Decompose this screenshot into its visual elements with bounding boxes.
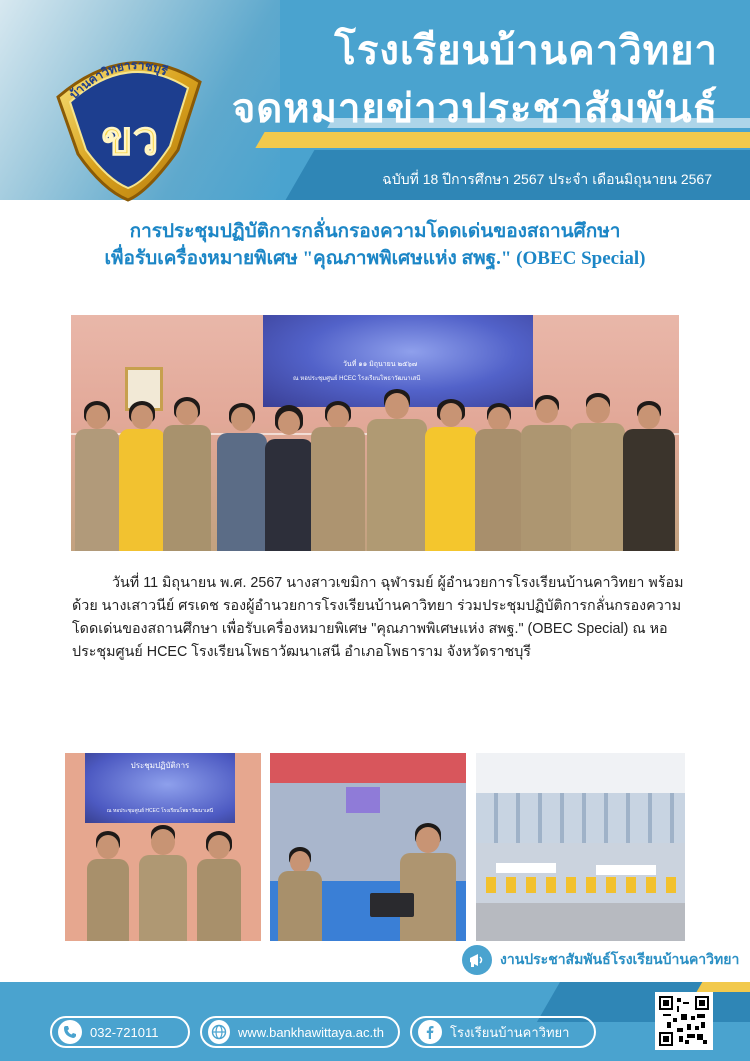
- table: [496, 863, 556, 873]
- person-figure: [139, 823, 187, 941]
- facebook-icon: [418, 1020, 442, 1044]
- hall-ceiling: [476, 753, 685, 793]
- pr-department-text: งานประชาสัมพันธ์โรงเรียนบ้านคาวิทยา: [500, 951, 740, 967]
- person-figure: [311, 393, 365, 551]
- issue-info: ฉบับที่ 18 ปีการศึกษา 2567 ประจำ เดือนมิถุนายน 2567: [382, 171, 712, 187]
- wall-band: [270, 753, 466, 783]
- facebook-page-name: โรงเรียนบ้านคาวิทยา: [450, 1024, 570, 1040]
- person-figure: [265, 401, 313, 551]
- headline-line-1: การประชุมปฏิบัติการกลั่นกรองความโดดเด่นของสถานศึกษา: [129, 221, 621, 242]
- screen-venue-text: ณ หอประชุมศูนย์ HCEC โรงเรียนโพธาวัฒนาเสนี: [106, 808, 214, 814]
- footer-bar: [0, 982, 750, 1061]
- person-figure: [367, 383, 427, 551]
- main-group-photo: [71, 315, 679, 551]
- website-link[interactable]: [200, 1016, 400, 1048]
- projection-screen: [85, 753, 235, 823]
- logo-arc-text: บ้านคาวิทยาราชบุรี: [66, 57, 170, 102]
- article-headline: [0, 218, 750, 272]
- school-crest-logo: [48, 42, 208, 202]
- person-figure: [75, 391, 119, 551]
- logo-monogram: ขว: [101, 111, 159, 165]
- person-figure: [217, 399, 267, 551]
- person-figure: [475, 395, 523, 551]
- table: [596, 865, 656, 875]
- person-figure: [400, 821, 456, 941]
- website-url: www.bankhawittaya.ac.th: [238, 1024, 384, 1040]
- pr-department-label: [462, 944, 739, 976]
- person-figure: [571, 387, 625, 551]
- person-figure: [623, 395, 675, 551]
- footer-stripe-yellow: [697, 982, 750, 992]
- person-figure: [425, 393, 477, 551]
- school-name-title: โรงเรียนบ้านคาวิทยา: [334, 29, 718, 73]
- hall-floor: [476, 903, 685, 941]
- person-figure: [197, 829, 241, 941]
- meeting-table-photo: [270, 753, 466, 941]
- person-figure: [278, 845, 322, 941]
- person-figure: [163, 389, 211, 551]
- qr-code-icon[interactable]: [655, 992, 713, 1050]
- article-body: วันที่ 11 มิถุนายน พ.ศ. 2567 นางสาวเขมิกา ฉุฬารมย์ ผู้อำนวยการโรงเรียนบ้านคาวิทยา พร้อมด้วย นางเสาวนีย์ ศรเดช รองผู้อำนวยการโรงเรียนบ้านคาวิทยา ร่วมประชุมปฏิบัติการกลั่นกรองความโดดเด่นของสถานศึกษา เพื่อรับเครื่องหมายพิเศษ "คุณภาพพิเศษแห่ง สพฐ." (OBEC Special) ณ หอประชุมศูนย์ HCEC โรงเรียนโพธาวัฒนาเสนี อำเภอโพธาราม จังหวัดราชบุรี: [72, 575, 684, 660]
- person-figure: [521, 389, 573, 551]
- hall-windows: [476, 793, 685, 843]
- meeting-hall-photo: [476, 753, 685, 941]
- screen-venue-text: ณ หอประชุมศูนย์ HCEC โรงเรียนโพธาวัฒนาเสนี: [293, 376, 421, 382]
- phone-number: 032-721011: [90, 1024, 159, 1040]
- person-figure: [87, 829, 129, 941]
- group-photo-small-1: [65, 753, 261, 941]
- newsletter-title: จดหมายข่าวประชาสัมพันธ์: [231, 87, 718, 131]
- screen-date-text: วันที่ ๑๑ มิถุนายน ๒๕๖๗: [343, 361, 418, 368]
- projection-screen: [346, 787, 380, 813]
- megaphone-icon: [462, 945, 492, 975]
- phone-icon: [58, 1020, 82, 1044]
- headline-line-2: เพื่อรับเครื่องหมายพิเศษ "คุณภาพพิเศษแห่ง สพฐ." (OBEC Special): [104, 248, 646, 269]
- chairs: [486, 877, 676, 893]
- person-figure: [119, 393, 165, 551]
- globe-icon: [208, 1020, 230, 1044]
- facebook-link[interactable]: [410, 1016, 596, 1048]
- screen-title-text: ประชุมปฏิบัติการ: [130, 761, 190, 770]
- phone-contact[interactable]: [50, 1016, 190, 1048]
- laptop: [370, 893, 414, 917]
